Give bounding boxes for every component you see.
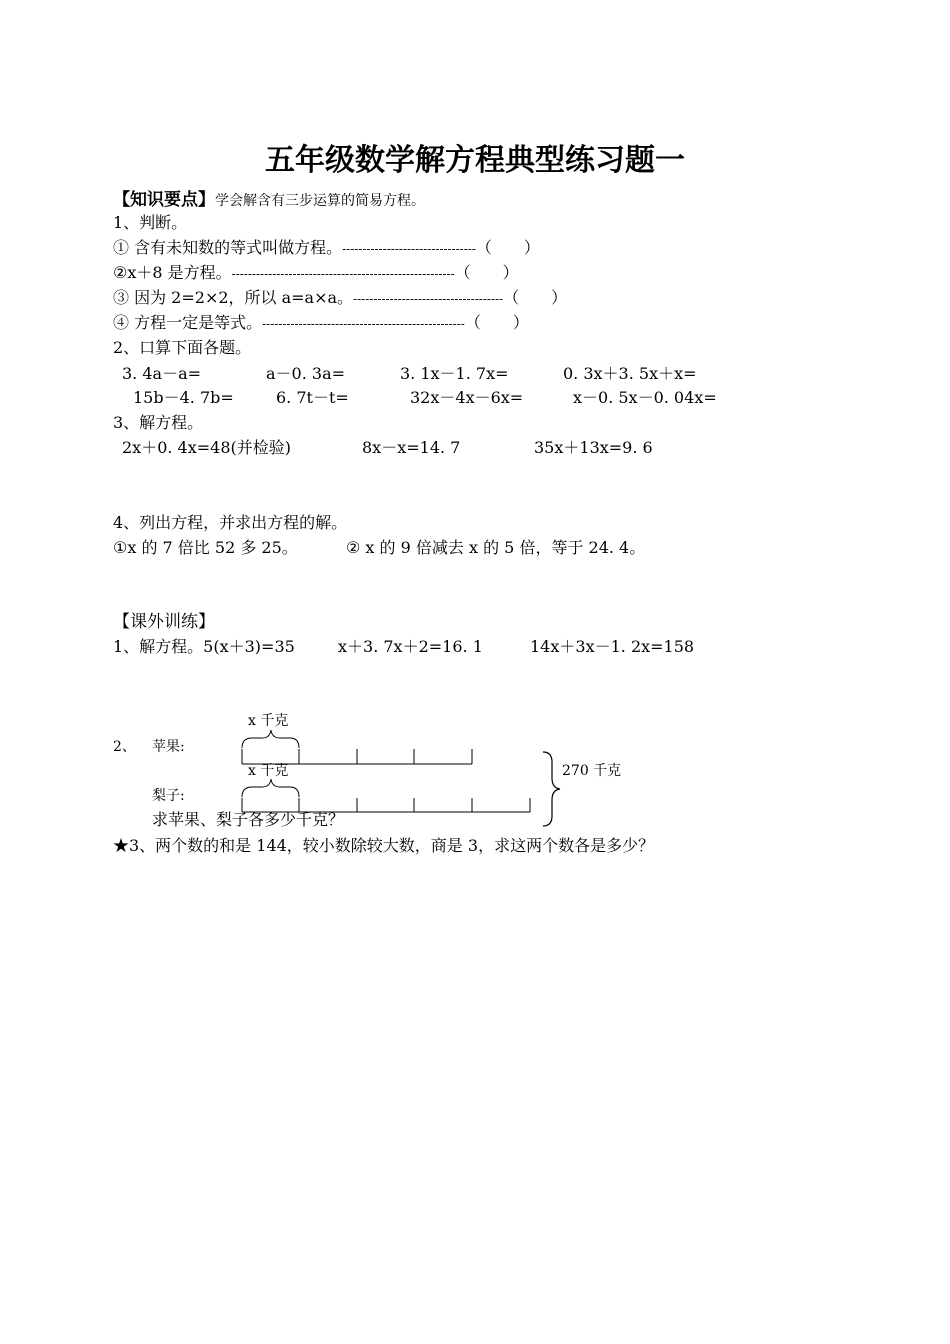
q1-item-paren: （ ） [475,238,540,257]
total-brace [543,752,560,826]
q1-item-dashes: --------------------------------- [342,242,476,256]
extra-e3: ★3、两个数的和是 144，较小数除较大数，商是 3，求这两个数各是多少？ [113,836,655,855]
total-label: 270 千克 [562,763,622,779]
q3-heading: 3、解方程。 [113,413,204,432]
q2-heading: 2、口算下面各题。 [113,338,252,357]
apple-unit-label: x 千克 [248,713,289,729]
q3-equation: 35x＋13x=9. 6 [534,438,653,457]
q2-cell: 15b－4. 7b= [133,388,234,407]
q3-equation: 2x＋0. 4x=48(并检验) [122,438,292,457]
q1-item-text: ②x＋8 是方程。 [113,263,232,282]
knowledge-heading: 【知识要点】 [113,190,215,210]
q1-item-paren: （ ） [503,288,568,307]
pear-unit-label: x 千克 [248,763,289,779]
q2-cell: 3. 4a－a= [122,364,202,383]
q1-item-paren: （ ） [454,263,519,282]
extra-e1-c: 14x＋3x－1. 2x=158 [530,637,695,656]
q1-item-text: ④ 方程一定是等式。 [113,313,263,332]
knowledge-text: 学会解含有三步运算的简易方程。 [215,193,425,209]
q4-item-1: ①x 的 7 倍比 52 多 25。 [113,538,298,557]
q2-cell: 32x－4x－6x= [410,388,524,407]
q2-cell: 3. 1x－1. 7x= [400,364,509,383]
q1-item-text: ① 含有未知数的等式叫做方程。 [113,238,343,257]
extra-e2-number: 2、 [113,739,136,755]
q2-cell: 0. 3x＋3. 5x＋x= [563,364,697,383]
q3-equation: 8x－x=14. 7 [362,438,461,457]
q2-cell: 6. 7t－t= [276,388,349,407]
q1-item-dashes: ------------------------------------- [353,292,504,306]
q2-cell: x－0. 5x－0. 04x= [573,388,717,407]
q4-item-2: ② x 的 9 倍减去 x 的 5 倍，等于 24. 4。 [346,538,646,557]
page-title: 五年级数学解方程典型练习题一 [265,143,685,178]
extra-e1-b: x＋3. 7x＋2=16. 1 [338,637,483,656]
q2-cell: a－0. 3a= [266,364,346,383]
apple-brace [242,730,299,748]
extra-e1-a: 1、解方程。5(x＋3)=35 [113,637,295,656]
q4-heading: 4、列出方程，并求出方程的解。 [113,513,348,532]
apple-label: 苹果: [152,739,185,755]
extra-heading: 【课外训练】 [113,612,215,632]
q1-item-dashes: ------------------------------------------------------- [231,267,455,281]
q1-item-dashes: -------------------------------------------------- [262,317,465,331]
q1-heading: 1、判断。 [113,213,188,232]
pear-brace [242,779,299,797]
pear-label: 梨子: [152,788,185,804]
q1-item-paren: （ ） [464,313,529,332]
q1-item-text: ③ 因为 2=2×2，所以 a=a×a。 [113,288,354,307]
extra-e2-question: 求苹果、梨子各多少千克？ [152,810,345,829]
